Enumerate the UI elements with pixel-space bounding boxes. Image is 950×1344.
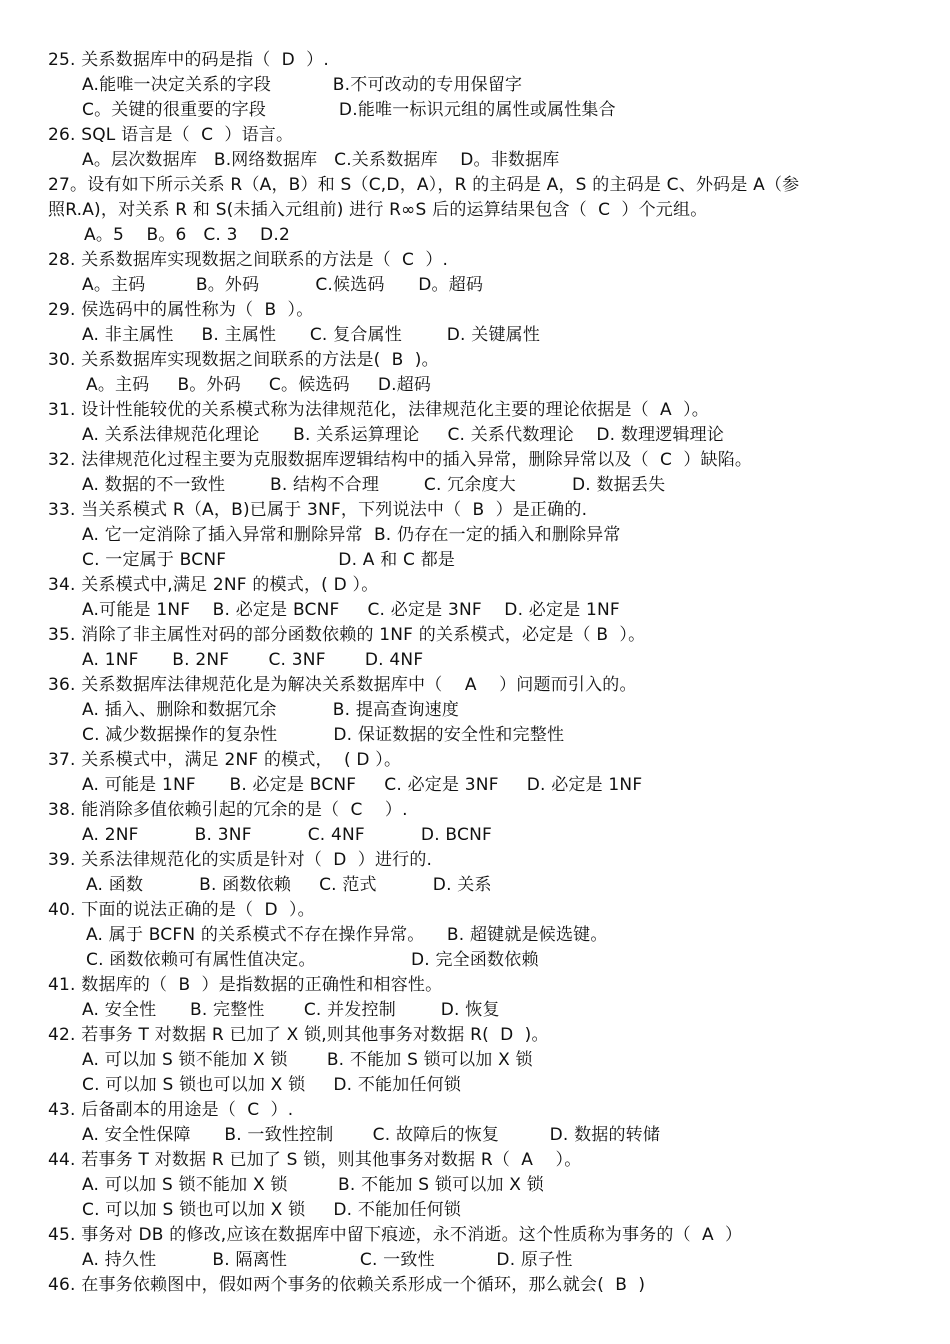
question-40: 40. 下面的说法正确的是（ D ）。 — [48, 900, 315, 920]
question-26: 26. SQL 语言是（ C ）语言。 — [48, 125, 294, 145]
options-39: A. 函数 B. 函数依赖 C. 范式 D. 关系 — [86, 875, 492, 895]
question-31: 31. 设计性能较优的关系模式称为法律规范化，法律规范化主要的理论依据是（ A ）。 — [48, 400, 709, 420]
question-33: 33. 当关系模式 R（A，B)已属于 3NF，下列说法中（ B ）是正确的. — [48, 500, 588, 520]
options-35: A. 1NF B. 2NF C. 3NF D. 4NF — [82, 650, 424, 670]
question-38: 38. 能消除多值依赖引起的冗余的是（ C ）. — [48, 800, 408, 820]
question-35: 35. 消除了非主属性对码的部分函数依赖的 1NF 的关系模式，必定是（ B ）。 — [48, 625, 646, 645]
question-27-line2: 照R.A)，对关系 R 和 S(未插入元组前) 进行 R∞S 后的运算结果包含（ C ）个元组。 — [48, 200, 708, 220]
options-33-cd: C. 一定属于 BCNF D. A 和 C 都是 — [82, 550, 456, 570]
question-42: 42. 若事务 T 对数据 R 已加了 X 锁,则其他事务对数据 R( D )。 — [48, 1025, 549, 1045]
options-25-cd: C。关键的很重要的字段 D.能唯一标识元组的属性或属性集合 — [82, 100, 616, 120]
question-44: 44. 若事务 T 对数据 R 已加了 S 锁，则其他事务对数据 R（ A ）。 — [48, 1150, 582, 1170]
options-32: A. 数据的不一致性 B. 结构不合理 C. 冗余度大 D. 数据丢失 — [82, 475, 666, 495]
options-36-cd: C. 减少数据操作的复杂性 D. 保证数据的安全性和完整性 — [82, 725, 565, 745]
options-38: A. 2NF B. 3NF C. 4NF D. BCNF — [82, 825, 492, 845]
options-37: A. 可能是 1NF B. 必定是 BCNF C. 必定是 3NF D. 必定是 1NF — [82, 775, 643, 795]
options-36-ab: A. 插入、删除和数据冗余 B. 提高查询速度 — [82, 700, 460, 720]
options-30: A。主码 B。外码 C。候选码 D.超码 — [86, 375, 432, 395]
options-27: A。5 B。6 C. 3 D.2 — [84, 225, 290, 245]
options-44-ab: A. 可以加 S 锁不能加 X 锁 B. 不能加 S 锁可以加 X 锁 — [82, 1175, 544, 1195]
question-37: 37. 关系模式中，满足 2NF 的模式， ( D ）。 — [48, 750, 402, 770]
options-26: A。层次数据库 B.网络数据库 C.关系数据库 D。非数据库 — [82, 150, 560, 170]
question-41: 41. 数据库的（ B ）是指数据的正确性和相容性。 — [48, 975, 443, 995]
question-34: 34. 关系模式中,满足 2NF 的模式，( D ）。 — [48, 575, 379, 595]
options-40-ab: A. 属于 BCFN 的关系模式不存在操作异常。 B. 超键就是候选键。 — [86, 925, 608, 945]
options-29: A. 非主属性 B. 主属性 C. 复合属性 D. 关键属性 — [82, 325, 541, 345]
options-42-cd: C. 可以加 S 锁也可以加 X 锁 D. 不能加任何锁 — [82, 1075, 462, 1095]
question-27-line1: 27。设有如下所示关系 R（A，B）和 S（C,D，A），R 的主码是 A，S 的主码是 C、外码是 A（参 — [48, 175, 800, 195]
question-30: 30. 关系数据库实现数据之间联系的方法是( B )。 — [48, 350, 439, 370]
question-45: 45. 事务对 DB 的修改,应该在数据库中留下痕迹，永不消逝。这个性质称为事务的（ A ） — [48, 1225, 743, 1245]
options-40-cd: C. 函数依赖可有属性值决定。 D. 完全函数依赖 — [86, 950, 539, 970]
options-41: A. 安全性 B. 完整性 C. 并发控制 D. 恢复 — [82, 1000, 500, 1020]
options-25-ab: A.能唯一决定关系的字段 B.不可改动的专用保留字 — [82, 75, 523, 95]
options-45: A. 持久性 B. 隔离性 C. 一致性 D. 原子性 — [82, 1250, 573, 1270]
question-25: 25. 关系数据库中的码是指（ D ）. — [48, 50, 329, 70]
question-29: 29. 侯选码中的属性称为（ B ）。 — [48, 300, 314, 320]
question-32: 32. 法律规范化过程主要为克服数据库逻辑结构中的插入异常，删除异常以及（ C ）缺陷。 — [48, 450, 753, 470]
options-28: A。主码 B。外码 C.候选码 D。超码 — [82, 275, 484, 295]
question-43: 43. 后备副本的用途是（ C ）. — [48, 1100, 294, 1120]
options-44-cd: C. 可以加 S 锁也可以加 X 锁 D. 不能加任何锁 — [82, 1200, 462, 1220]
options-43: A. 安全性保障 B. 一致性控制 C. 故障后的恢复 D. 数据的转储 — [82, 1125, 661, 1145]
question-28: 28. 关系数据库实现数据之间联系的方法是（ C ）. — [48, 250, 449, 270]
options-31: A. 关系法律规范化理论 B. 关系运算理论 C. 关系代数理论 D. 数理逻辑理论 — [82, 425, 725, 445]
options-42-ab: A. 可以加 S 锁不能加 X 锁 B. 不能加 S 锁可以加 X 锁 — [82, 1050, 533, 1070]
options-33-ab: A. 它一定消除了插入异常和删除异常 B. 仍存在一定的插入和删除异常 — [82, 525, 621, 545]
question-36: 36. 关系数据库法律规范化是为解决关系数据库中（ A ）问题而引入的。 — [48, 675, 637, 695]
options-34: A.可能是 1NF B. 必定是 BCNF C. 必定是 3NF D. 必定是 1NF — [82, 600, 620, 620]
question-39: 39. 关系法律规范化的实质是针对（ D ）进行的. — [48, 850, 433, 870]
question-46: 46. 在事务依赖图中，假如两个事务的依赖关系形成一个循环，那么就会( B ) — [48, 1275, 646, 1295]
